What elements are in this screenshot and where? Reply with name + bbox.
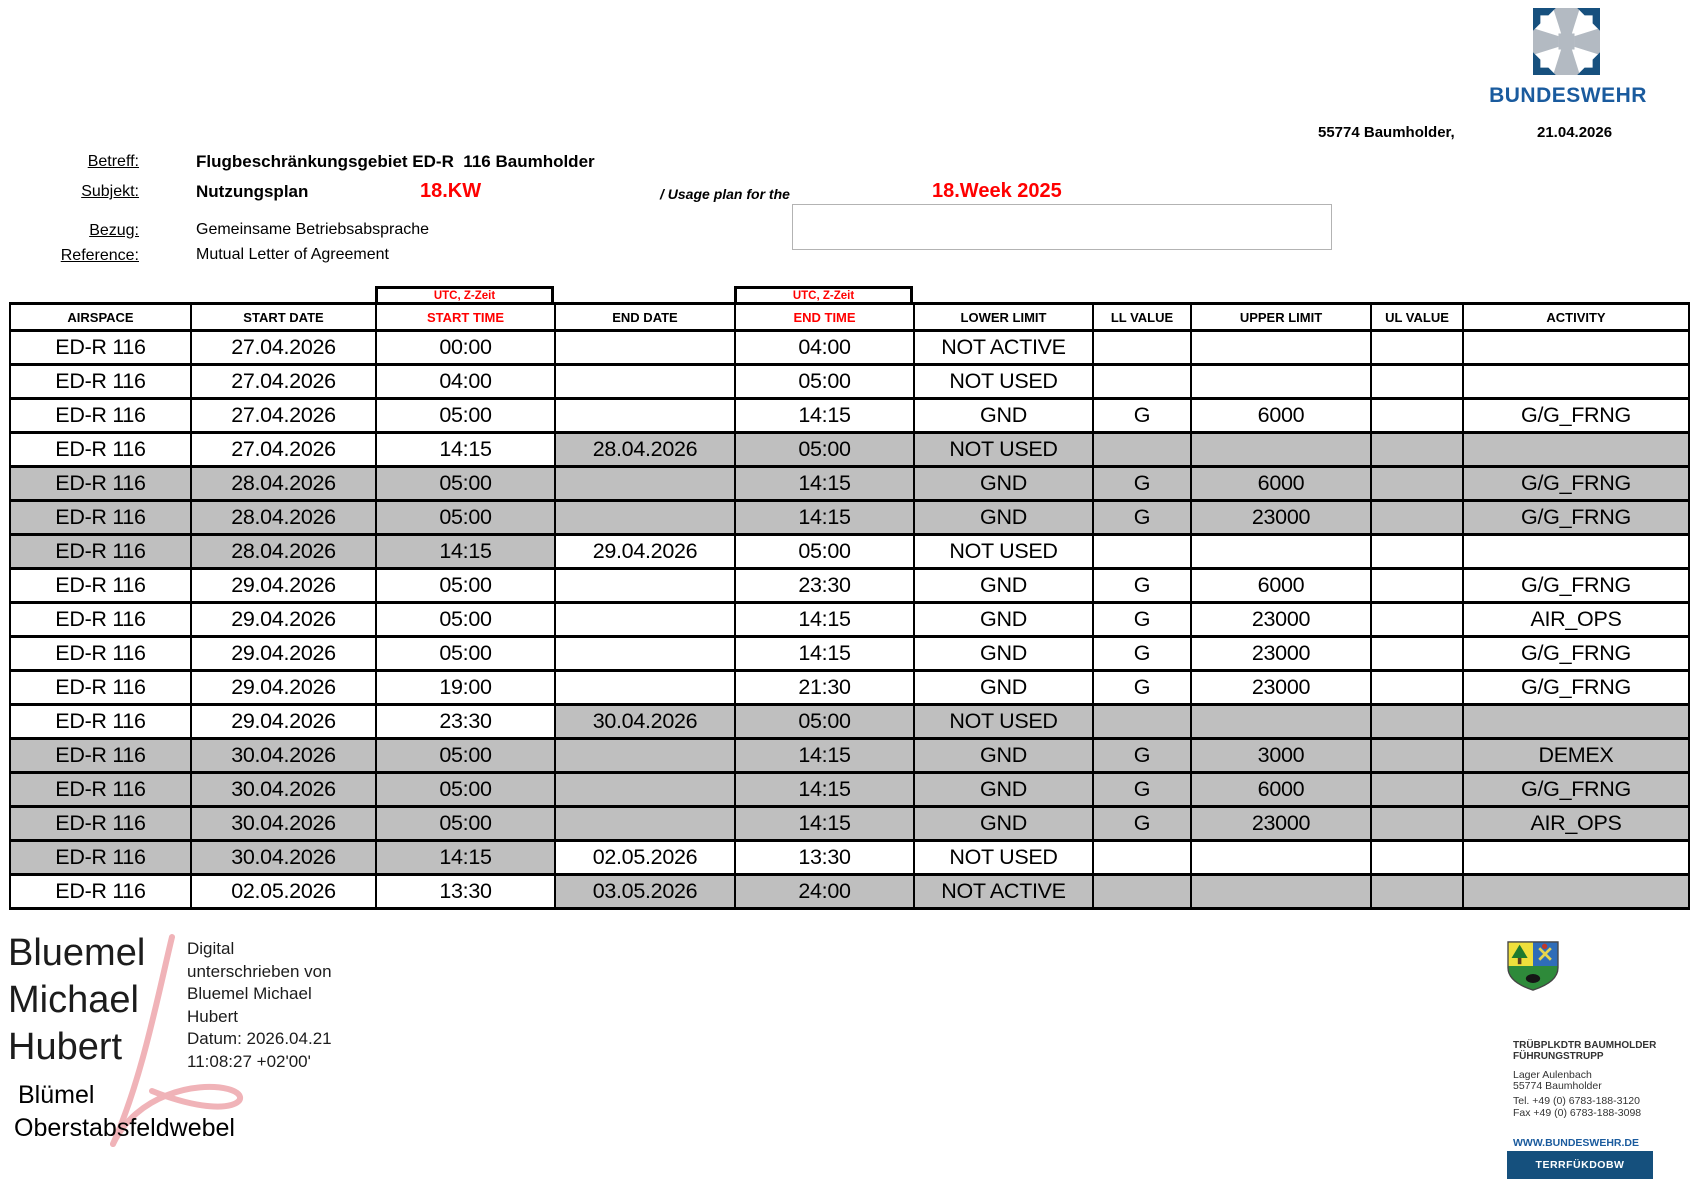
table-cell xyxy=(1191,841,1371,875)
table-cell xyxy=(1093,535,1191,569)
table-cell: G/G_FRNG xyxy=(1463,773,1689,807)
table-cell: ED-R 116 xyxy=(10,739,191,773)
table-cell xyxy=(555,331,735,365)
table-cell: 14:15 xyxy=(735,603,914,637)
bundeswehr-wordmark: BUNDESWEHR xyxy=(1489,84,1647,107)
signer-name-line3: Hubert xyxy=(8,1026,123,1068)
table-cell: ED-R 116 xyxy=(10,671,191,705)
table-cell xyxy=(555,773,735,807)
table-cell: 30.04.2026 xyxy=(191,773,376,807)
table-cell: 23000 xyxy=(1191,807,1371,841)
table-cell xyxy=(1093,365,1191,399)
table-cell: NOT USED xyxy=(914,365,1093,399)
signer-printed-name: Blümel xyxy=(18,1081,95,1109)
col-airspace: AIRSPACE xyxy=(10,304,191,331)
digital-line: Digital xyxy=(187,939,235,958)
table-cell: G/G_FRNG xyxy=(1463,399,1689,433)
subjekt-label: Subjekt: xyxy=(81,183,139,200)
table-cell: ED-R 116 xyxy=(10,467,191,501)
table-cell xyxy=(555,501,735,535)
footer-fax: Fax +49 (0) 6783-188-3098 xyxy=(1513,1107,1642,1119)
table-cell: G xyxy=(1093,467,1191,501)
table-cell: 05:00 xyxy=(376,773,555,807)
table-cell: ED-R 116 xyxy=(10,569,191,603)
table-cell xyxy=(1463,705,1689,739)
table-cell: ED-R 116 xyxy=(10,535,191,569)
table-cell: 14:15 xyxy=(735,739,914,773)
table-cell: 23000 xyxy=(1191,501,1371,535)
table-cell xyxy=(555,399,735,433)
table-cell: G/G_FRNG xyxy=(1463,467,1689,501)
utc-note-end: UTC, Z-Zeit xyxy=(734,286,913,303)
table-cell xyxy=(1093,875,1191,909)
table-cell: 28.04.2026 xyxy=(191,535,376,569)
week-year-value: 18.Week 2025 xyxy=(932,180,1062,202)
table-header-row xyxy=(10,304,1689,331)
table-row xyxy=(10,365,1689,399)
reference-label: Reference: xyxy=(60,247,139,264)
table-cell: NOT ACTIVE xyxy=(914,331,1093,365)
table-cell: G xyxy=(1093,807,1191,841)
table-cell: NOT USED xyxy=(914,433,1093,467)
table-cell: 14:15 xyxy=(735,637,914,671)
table-cell: GND xyxy=(914,671,1093,705)
footer-org-line1: TRÜBPLKDTR BAUMHOLDER xyxy=(1513,1040,1657,1051)
col-start-date: START DATE xyxy=(191,304,376,331)
table-cell xyxy=(555,807,735,841)
table-cell: 00:00 xyxy=(376,331,555,365)
signer-name-large xyxy=(8,930,145,1071)
kw-week-number: 18.KW xyxy=(420,180,482,202)
table-row xyxy=(10,705,1689,739)
digital-signature-details xyxy=(187,938,332,1074)
footer-org-line2: FÜHRUNGSTRUPP xyxy=(1513,1051,1604,1062)
table-cell xyxy=(1371,501,1463,535)
bezug-value: Gemeinsame Betriebsabsprache xyxy=(196,221,430,238)
table-cell xyxy=(555,671,735,705)
table-cell: 6000 xyxy=(1191,773,1371,807)
table-cell: 23000 xyxy=(1191,637,1371,671)
table-row xyxy=(10,501,1689,535)
table-cell xyxy=(1093,841,1191,875)
betreff-label: Betreff: xyxy=(87,153,139,170)
table-row xyxy=(10,841,1689,875)
table-cell: 29.04.2026 xyxy=(191,637,376,671)
table-row xyxy=(10,739,1689,773)
table-cell: 13:30 xyxy=(735,841,914,875)
reference-empty-box xyxy=(792,204,1332,250)
table-row xyxy=(10,807,1689,841)
table-cell xyxy=(1371,365,1463,399)
table-row xyxy=(10,773,1689,807)
table-cell xyxy=(1463,433,1689,467)
table-cell xyxy=(1191,331,1371,365)
table-cell: 29.04.2026 xyxy=(191,603,376,637)
table-cell xyxy=(1371,705,1463,739)
table-cell: 05:00 xyxy=(735,535,914,569)
table-cell: GND xyxy=(914,569,1093,603)
table-cell: NOT USED xyxy=(914,705,1093,739)
table-cell: 30.04.2026 xyxy=(191,739,376,773)
digital-line: unterschrieben von xyxy=(187,961,332,981)
table-cell: GND xyxy=(914,739,1093,773)
table-cell: 13:30 xyxy=(376,875,555,909)
table-cell: ED-R 116 xyxy=(10,501,191,535)
table-cell xyxy=(1371,535,1463,569)
table-cell: 14:15 xyxy=(735,467,914,501)
table-cell: GND xyxy=(914,603,1093,637)
table-cell xyxy=(1371,433,1463,467)
table-cell: G xyxy=(1093,773,1191,807)
table-cell: G xyxy=(1093,739,1191,773)
table-cell xyxy=(1191,705,1371,739)
table-cell: GND xyxy=(914,807,1093,841)
table-row xyxy=(10,535,1689,569)
table-cell xyxy=(1463,365,1689,399)
table-cell xyxy=(1191,875,1371,909)
table-row xyxy=(10,569,1689,603)
table-cell: 24:00 xyxy=(735,875,914,909)
digital-line: Datum: 2026.04.21 xyxy=(187,1029,332,1049)
table-cell: GND xyxy=(914,399,1093,433)
table-cell xyxy=(1371,739,1463,773)
table-cell xyxy=(555,569,735,603)
table-cell: 6000 xyxy=(1191,399,1371,433)
table-cell: 23:30 xyxy=(735,569,914,603)
table-cell: G xyxy=(1093,569,1191,603)
table-cell xyxy=(1463,875,1689,909)
table-cell xyxy=(1371,603,1463,637)
table-cell: 28.04.2026 xyxy=(191,467,376,501)
table-cell xyxy=(1093,331,1191,365)
table-cell: 23000 xyxy=(1191,671,1371,705)
table-cell: 27.04.2026 xyxy=(191,365,376,399)
table-cell: 05:00 xyxy=(376,739,555,773)
table-cell: 23000 xyxy=(1191,603,1371,637)
table-cell: 02.05.2026 xyxy=(191,875,376,909)
table-cell: GND xyxy=(914,773,1093,807)
table-cell: G xyxy=(1093,637,1191,671)
table-cell xyxy=(555,637,735,671)
table-cell: 04:00 xyxy=(376,365,555,399)
table-cell: 6000 xyxy=(1191,569,1371,603)
table-cell xyxy=(1371,671,1463,705)
table-cell: 14:15 xyxy=(376,535,555,569)
footer-address-line1: Lager Aulenbach xyxy=(1513,1069,1592,1081)
table-cell xyxy=(555,467,735,501)
table-cell: 27.04.2026 xyxy=(191,433,376,467)
table-cell xyxy=(555,603,735,637)
footer-address-line2: 55774 Baumholder xyxy=(1513,1080,1602,1092)
table-cell xyxy=(1463,841,1689,875)
table-cell: 30.04.2026 xyxy=(191,841,376,875)
table-cell: 19:00 xyxy=(376,671,555,705)
table-cell: 02.05.2026 xyxy=(555,841,735,875)
col-activity: ACTIVITY xyxy=(1463,304,1689,331)
table-cell xyxy=(1371,841,1463,875)
table-row xyxy=(10,399,1689,433)
table-cell xyxy=(1371,875,1463,909)
table-cell: 05:00 xyxy=(735,433,914,467)
table-cell: ED-R 116 xyxy=(10,433,191,467)
table-cell: 05:00 xyxy=(376,637,555,671)
baumholder-crest-icon xyxy=(1506,941,1560,991)
table-cell xyxy=(1093,705,1191,739)
table-cell xyxy=(1371,331,1463,365)
table-cell: 05:00 xyxy=(376,399,555,433)
table-cell: 04:00 xyxy=(735,331,914,365)
table-cell: DEMEX xyxy=(1463,739,1689,773)
col-end-date: END DATE xyxy=(555,304,735,331)
signer-name-line2: Michael xyxy=(8,979,139,1021)
dateline-place: 55774 Baumholder, xyxy=(1318,124,1455,141)
digital-line: Bluemel Michael xyxy=(187,984,312,1004)
table-cell: ED-R 116 xyxy=(10,773,191,807)
table-cell: ED-R 116 xyxy=(10,637,191,671)
table-cell: 14:15 xyxy=(735,399,914,433)
table-cell xyxy=(1463,331,1689,365)
table-cell: 14:15 xyxy=(735,501,914,535)
table-row xyxy=(10,467,1689,501)
table-cell: G xyxy=(1093,501,1191,535)
table-cell: ED-R 116 xyxy=(10,365,191,399)
signer-rank: Oberstabsfeldwebel xyxy=(14,1114,235,1142)
col-start-time: START TIME xyxy=(376,304,555,331)
table-cell: 14:15 xyxy=(735,773,914,807)
table-cell xyxy=(1191,535,1371,569)
table-cell: ED-R 116 xyxy=(10,331,191,365)
table-cell: G/G_FRNG xyxy=(1463,501,1689,535)
table-cell xyxy=(1191,365,1371,399)
table-cell: ED-R 116 xyxy=(10,705,191,739)
table-cell: 23:30 xyxy=(376,705,555,739)
reference-value: Mutual Letter of Agreement xyxy=(196,246,389,263)
table-cell: 30.04.2026 xyxy=(555,705,735,739)
signer-name-line1: Bluemel xyxy=(8,932,146,974)
table-cell: 05:00 xyxy=(735,365,914,399)
subjekt-value: Nutzungsplan xyxy=(196,182,309,201)
table-cell: ED-R 116 xyxy=(10,399,191,433)
dateline-date: 21.04.2026 xyxy=(1537,124,1613,141)
table-cell: AIR_OPS xyxy=(1463,807,1689,841)
table-cell: 30.04.2026 xyxy=(191,807,376,841)
table-cell: G xyxy=(1093,671,1191,705)
table-cell: 27.04.2026 xyxy=(191,331,376,365)
table-cell xyxy=(555,365,735,399)
table-cell: NOT USED xyxy=(914,841,1093,875)
table-row xyxy=(10,875,1689,909)
table-cell: ED-R 116 xyxy=(10,841,191,875)
footer-tel: Tel. +49 (0) 6783-188-3120 xyxy=(1513,1095,1640,1107)
table-cell: 05:00 xyxy=(376,467,555,501)
table-cell: 05:00 xyxy=(376,569,555,603)
table-cell: NOT USED xyxy=(914,535,1093,569)
table-cell: GND xyxy=(914,637,1093,671)
table-cell: 29.04.2026 xyxy=(191,705,376,739)
table-cell: 28.04.2026 xyxy=(555,433,735,467)
col-ll-value: LL VALUE xyxy=(1093,304,1191,331)
table-cell: NOT ACTIVE xyxy=(914,875,1093,909)
col-lower-limit: LOWER LIMIT xyxy=(914,304,1093,331)
table-cell: G xyxy=(1093,603,1191,637)
table-cell: ED-R 116 xyxy=(10,603,191,637)
table-cell: 05:00 xyxy=(376,603,555,637)
table-cell: 28.04.2026 xyxy=(191,501,376,535)
table-cell xyxy=(1371,569,1463,603)
table-cell xyxy=(1371,467,1463,501)
table-cell: 05:00 xyxy=(735,705,914,739)
table-cell: G/G_FRNG xyxy=(1463,569,1689,603)
table-cell: G xyxy=(1093,399,1191,433)
table-cell xyxy=(1463,535,1689,569)
digital-line: 11:08:27 +02'00' xyxy=(187,1051,311,1071)
table-cell: G/G_FRNG xyxy=(1463,671,1689,705)
table-cell: 21:30 xyxy=(735,671,914,705)
table-cell xyxy=(1371,773,1463,807)
table-cell: 29.04.2026 xyxy=(191,569,376,603)
table-cell xyxy=(1371,637,1463,671)
table-cell xyxy=(1191,433,1371,467)
table-cell: 3000 xyxy=(1191,739,1371,773)
table-cell xyxy=(1093,433,1191,467)
col-upper-limit: UPPER LIMIT xyxy=(1191,304,1371,331)
table-cell: 03.05.2026 xyxy=(555,875,735,909)
table-cell: 29.04.2026 xyxy=(555,535,735,569)
table-cell: ED-R 116 xyxy=(10,807,191,841)
bundeswehr-cross-icon xyxy=(1533,8,1600,75)
table-cell: GND xyxy=(914,501,1093,535)
usage-plan-note: / Usage plan for the xyxy=(660,186,790,202)
table-row xyxy=(10,331,1689,365)
table-cell: AIR_OPS xyxy=(1463,603,1689,637)
table-cell xyxy=(555,739,735,773)
table-cell xyxy=(1371,399,1463,433)
table-row xyxy=(10,671,1689,705)
table-cell: 05:00 xyxy=(376,501,555,535)
table-cell xyxy=(1371,807,1463,841)
col-ul-value: UL VALUE xyxy=(1371,304,1463,331)
table-cell: 14:15 xyxy=(376,841,555,875)
col-end-time: END TIME xyxy=(735,304,914,331)
utc-note-start: UTC, Z-Zeit xyxy=(375,286,554,303)
table-cell: GND xyxy=(914,467,1093,501)
table-cell: ED-R 116 xyxy=(10,875,191,909)
table-cell: 05:00 xyxy=(376,807,555,841)
table-row xyxy=(10,637,1689,671)
schedule-table xyxy=(9,302,1690,910)
table-cell: 14:15 xyxy=(376,433,555,467)
table-cell: 27.04.2026 xyxy=(191,399,376,433)
bezug-label: Bezug: xyxy=(89,222,139,239)
table-row xyxy=(10,603,1689,637)
betreff-value: Flugbeschränkungsgebiet ED-R 116 Baumholder xyxy=(196,152,595,171)
table-cell: 6000 xyxy=(1191,467,1371,501)
digital-line: Hubert xyxy=(187,1006,239,1026)
table-cell: 14:15 xyxy=(735,807,914,841)
table-row xyxy=(10,433,1689,467)
table-cell: 29.04.2026 xyxy=(191,671,376,705)
table-cell: G/G_FRNG xyxy=(1463,637,1689,671)
footer-website-link[interactable]: WWW.BUNDESWEHR.DE xyxy=(1513,1137,1639,1149)
schedule-body xyxy=(10,331,1689,909)
footer-unit-badge: TERRFÜKDOBW xyxy=(1507,1151,1653,1179)
